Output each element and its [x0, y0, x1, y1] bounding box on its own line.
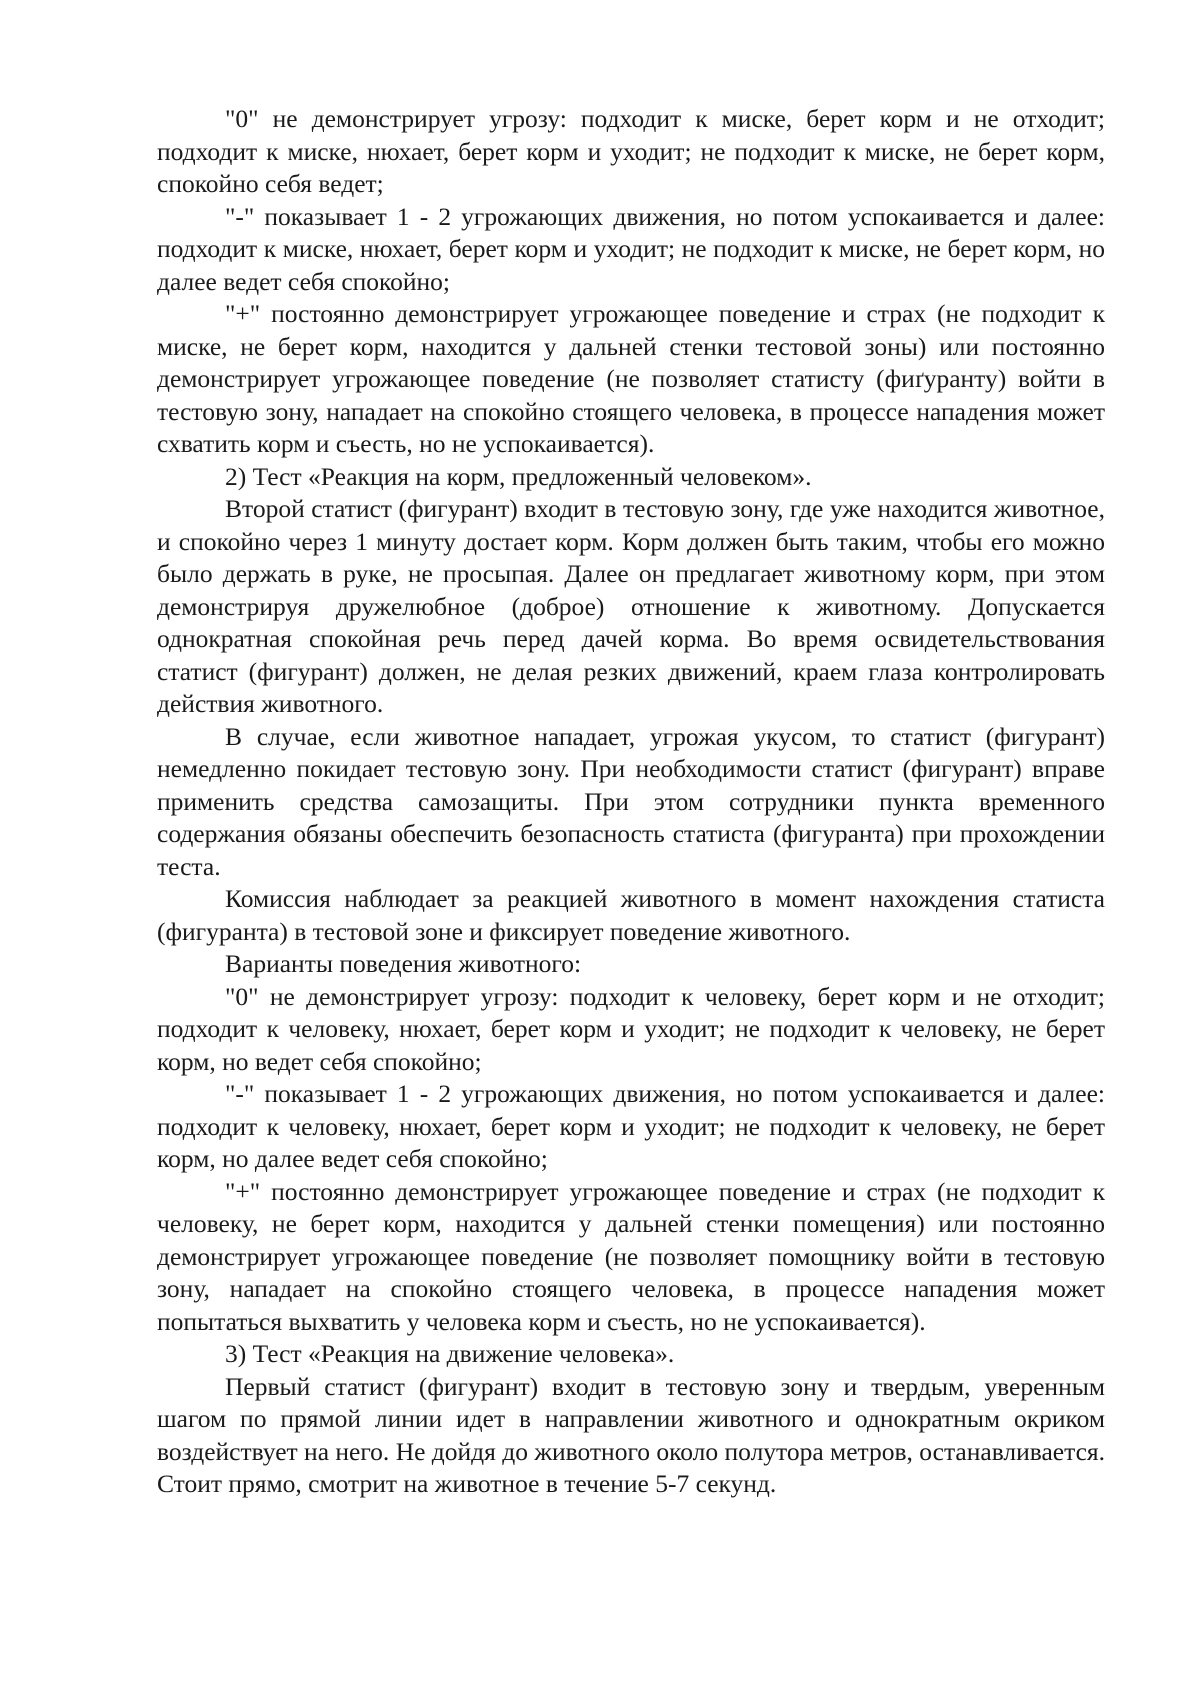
- paragraph-person-option-minus: "-" показывает 1 - 2 угрожающих движения, но потом успокаивается и далее: подходит к человеку, нюхает, берет корм и уходит; не подходит к человеку, не берет корм, но далее ведет себя спокойно;: [157, 1079, 1105, 1173]
- document-body: [157, 103, 1105, 1501]
- paragraph-person-option-zero: "0" не демонстрирует угрозу: подходит к человеку, берет корм и не отходит; подходит к человеку, нюхает, берет корм и уходит; не подходит к человеку, не берет корм, но ведет себя спокойно;: [157, 981, 1105, 1076]
- paragraph-commission-observation: Комиссия наблюдает за реакцией животного в момент нахождения статиста (фигуранта) в тестовой зоне и фиксирует поведение животного.: [157, 884, 1105, 946]
- section-heading-test-2: 2) Тест «Реакция на корм, предложенный человеком».: [225, 461, 812, 491]
- paragraph-bowl-option-plus: "+" постоянно демонстрирует угрожающее поведение и страх (не подходит к миске, не берет корм, находится у дальней стенки тестовой зоны) или постоянно демонстрирует угрожающее поведение (не позволяет статисту (фиґуранту) войти в тестовую зону, нападает на спокойно стоящего человека, в процессе нападения может схватить корм и съесть, но не успокаивается).: [157, 299, 1105, 458]
- paragraph-behavior-variants-heading: Варианты поведения животного:: [225, 949, 582, 978]
- paragraph-test-2-safety: В случае, если животное нападает, угрожая укусом, то статист (фигурант) немедленно покидает тестовую зону. При необходимости статист (фигурант) вправе применить средства самозащиты. При этом сотрудники пункта временного содержания обязаны обеспечить безопасность статиста (фигуранта) при прохождении теста.: [157, 721, 1105, 881]
- paragraph-bowl-option-minus: "-" показывает 1 - 2 угрожающих движения, но потом успокаивается и далее: подходит к миске, нюхает, берет корм и уходит; не подходит к миске, не берет корм, но далее ведет себя спокойно;: [157, 201, 1105, 296]
- paragraph-test-3-procedure: Первый статист (фигурант) входит в тестовую зону и твердым, уверенным шагом по прямой линии идет в направлении животного и однократным окриком воздействует на него. Не дойдя до животного около полутора метров, останавливается. Стоит прямо, смотрит на животное в течение 5-7 секунд.: [157, 1371, 1105, 1498]
- paragraph-person-option-plus: "+" постоянно демонстрирует угрожающее поведение и страх (не подходит к человеку, не берет корм, находится у дальней стенки помещения) или постоянно демонстрирует угрожающее поведение (не позволяет помощнику войти в тестовую зону, нападает на спокойно стоящего человека, в процессе нападения может попытаться выхватить у человека корм и съесть, но не успокаивается).: [157, 1176, 1105, 1336]
- section-heading-test-3: 3) Тест «Реакция на движение человека».: [225, 1339, 675, 1368]
- paragraph-test-2-procedure: Второй статист (фигурант) входит в тестовую зону, где уже находится животное, и спокойно через 1 минуту достает корм. Корм должен быть таким, чтобы его можно было держать в руке, не просыпая. Далее он предлагает животному корм, при этом демонстрируя дружелюбное (доброе) отношение к животному. Допускается однократная спокойная речь перед дачей корма. Во время освидетельствования статист (фигурант) должен, не делая резких движений, краем глаза контролировать действия животного.: [157, 494, 1105, 718]
- paragraph-bowl-option-zero: "0" не демонстрирует угрозу: подходит к миске, берет корм и не отходит; подходит к миске, нюхает, берет корм и уходит; не подходит к миске, не берет корм, спокойно себя ведет;: [157, 104, 1105, 198]
